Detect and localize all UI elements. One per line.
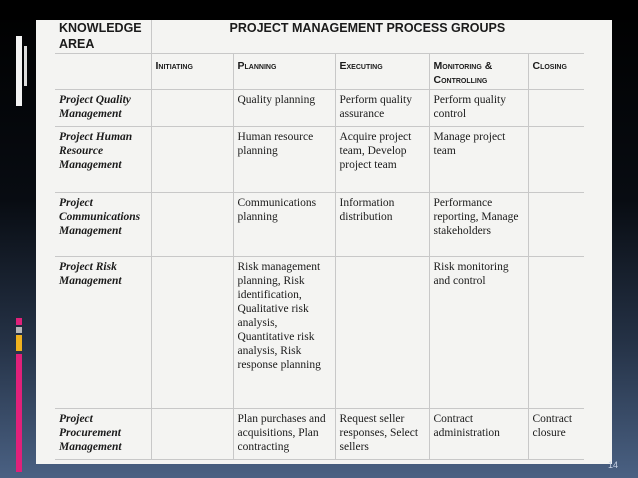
initiating-cell: [151, 90, 233, 127]
planning-cell: Plan purchases and acquisitions, Plan contracting: [233, 409, 335, 460]
initiating-cell: [151, 257, 233, 409]
planning-cell: Quality planning: [233, 90, 335, 127]
decorative-bar: [16, 354, 22, 472]
monitoring-cell: Risk monitoring and control: [429, 257, 528, 409]
column-header-executing: Executing: [335, 54, 429, 90]
executing-cell: [335, 257, 429, 409]
knowledge-area-header: KNOWLEDGE AREA: [55, 20, 151, 54]
table-row: [55, 90, 584, 127]
executing-cell: Acquire project team, Develop project team: [335, 127, 429, 193]
knowledge-area-cell: Project Quality Management: [55, 90, 151, 127]
slide-content-image: [36, 20, 612, 464]
knowledge-area-cell: Project Risk Management: [55, 257, 151, 409]
column-header-closing: Closing: [528, 54, 584, 90]
decorative-bar: [16, 36, 22, 106]
planning-cell: Risk management planning, Risk identification, Qualitative risk analysis, Quantitative risk analysis, Risk response planning: [233, 257, 335, 409]
executing-cell: Perform quality assurance: [335, 90, 429, 127]
executing-cell: Request seller responses, Select sellers: [335, 409, 429, 460]
monitoring-cell: Contract administration: [429, 409, 528, 460]
planning-cell: Communications planning: [233, 193, 335, 257]
table-row: [55, 127, 584, 193]
decorative-bar: [24, 46, 27, 86]
column-header-initiating: Initiating: [151, 54, 233, 90]
knowledge-area-cell: Project Human Resource Management: [55, 127, 151, 193]
table-row: [55, 409, 584, 460]
closing-cell: [528, 90, 584, 127]
decorative-bar: [16, 335, 22, 351]
page-number: 14: [608, 460, 619, 470]
process-groups-table: [55, 20, 584, 460]
column-header-monitoring-controlling: Monitoring & Controlling: [429, 54, 528, 90]
decorative-bar: [16, 327, 22, 333]
monitoring-cell: Performance reporting, Manage stakeholders: [429, 193, 528, 257]
initiating-cell: [151, 193, 233, 257]
column-header-planning: Planning: [233, 54, 335, 90]
initiating-cell: [151, 127, 233, 193]
decorative-bar: [16, 318, 22, 325]
column-header-blank: [55, 54, 151, 90]
process-groups-header: PROJECT MANAGEMENT PROCESS GROUPS: [151, 20, 584, 54]
table-row: [55, 257, 584, 409]
closing-cell: Contract closure: [528, 409, 584, 460]
monitoring-cell: Manage project team: [429, 127, 528, 193]
executing-cell: Information distribution: [335, 193, 429, 257]
closing-cell: [528, 193, 584, 257]
column-header-row: [55, 54, 584, 90]
closing-cell: [528, 257, 584, 409]
planning-cell: Human resource planning: [233, 127, 335, 193]
top-black-bar: [0, 0, 638, 20]
knowledge-area-cell: Project Procurement Management: [55, 409, 151, 460]
monitoring-cell: Perform quality control: [429, 90, 528, 127]
table-title-row: [55, 20, 584, 54]
closing-cell: [528, 127, 584, 193]
table-row: [55, 193, 584, 257]
initiating-cell: [151, 409, 233, 460]
knowledge-area-cell: Project Communications Management: [55, 193, 151, 257]
